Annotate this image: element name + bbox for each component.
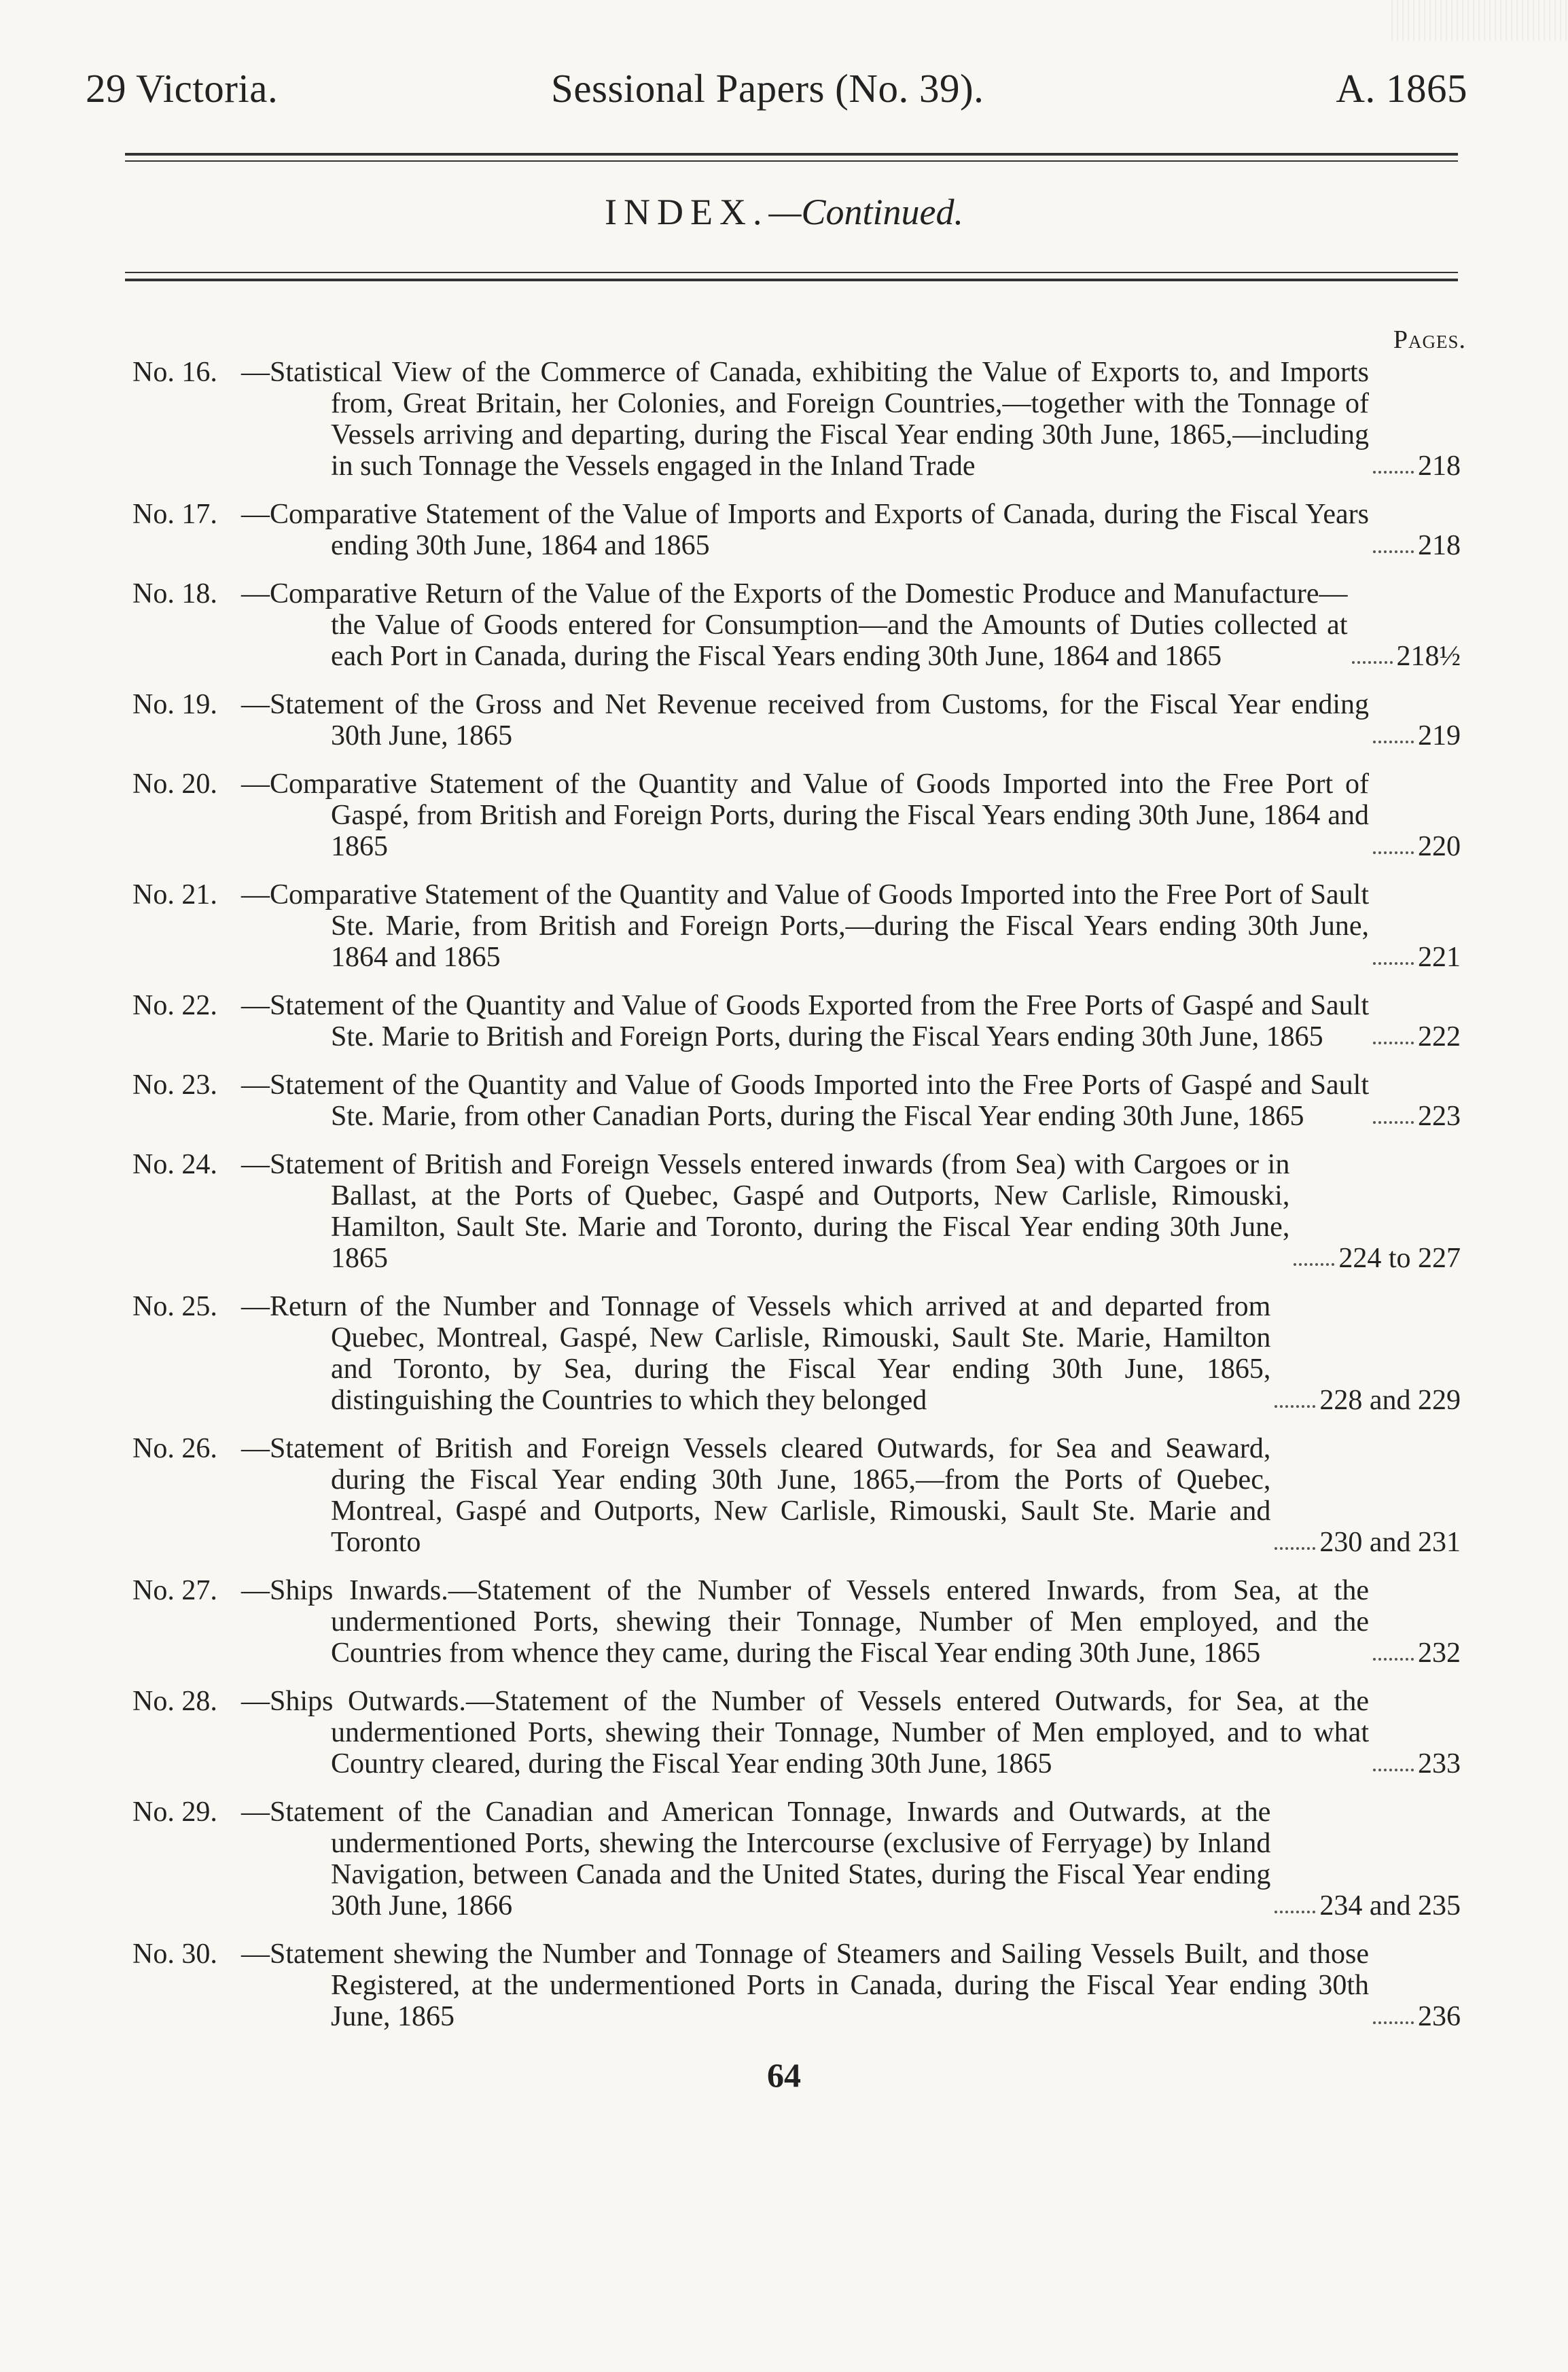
title-rule-thin [125, 272, 1458, 273]
entry-text: —Statement of British and Foreign Vessels entered inwards (from Sea) with Cargoes or in Ballast, at the Ports of Quebec, Gaspé and Outports, New Carlisle, Rimouski, Hamilton, Sault Ste. Marie and Toronto, during the Fiscal Year ending 30th June, 1865 [241, 1149, 1290, 1274]
entry-body [241, 1796, 1461, 1922]
dot-leader [1373, 1769, 1414, 1771]
dot-leader [1373, 962, 1414, 965]
entry-text: —Statement of the Quantity and Value of Goods Exported from the Free Ports of Gaspé and Sault Ste. Marie to British and Foreign Ports, during the Fiscal Years ending 30th June, 1865 [241, 990, 1369, 1052]
dot-leader [1373, 851, 1414, 854]
entry-body [241, 578, 1461, 672]
entry-page: 221 [1418, 942, 1461, 973]
entry-text: —Statement of the Quantity and Value of Goods Imported into the Free Ports of Gaspé and Sault Ste. Marie, from other Canadian Ports, during the Fiscal Year ending 30th June, 1865 [241, 1069, 1369, 1132]
index-entry [132, 1686, 1461, 1780]
index-entry [132, 357, 1461, 482]
header-rule-thin [125, 160, 1458, 162]
entry-body [241, 1939, 1461, 2032]
entry-page: 234 and 235 [1319, 1890, 1461, 1922]
entry-number: No. 22. [132, 990, 217, 1021]
entry-number: No. 29. [132, 1796, 217, 1828]
entry-number: No. 18. [132, 578, 217, 609]
header-right: A. 1865 [1336, 66, 1467, 111]
entry-body [241, 879, 1461, 973]
entry-text: —Comparative Statement of the Quantity and Value of Goods Imported into the Free Port of Gaspé, from British and Foreign Ports, during the Fiscal Years ending 30th June, 1864 and 1865 [241, 768, 1369, 862]
dot-leader [1373, 550, 1414, 553]
dot-leader [1373, 471, 1414, 474]
title-rule-thick [125, 279, 1458, 281]
entry-page: 222 [1418, 1021, 1461, 1052]
index-entry [132, 499, 1461, 561]
entry-number: No. 25. [132, 1291, 217, 1322]
entry-page: 228 and 229 [1319, 1385, 1461, 1416]
entry-text: —Ships Inwards.—Statement of the Number of Vessels entered Inwards, from Sea, at the undermentioned Ports, shewing their Tonnage, Number of Men employed, and the Countries from whence they came, during the Fiscal Year ending 30th June, 1865 [241, 1575, 1369, 1669]
entry-body [241, 1149, 1461, 1274]
dot-leader [1373, 1121, 1414, 1124]
index-title-continued: —Continued. [768, 192, 963, 232]
entry-body [241, 1575, 1461, 1669]
entry-text: —Statement of British and Foreign Vessels cleared Outwards, for Sea and Seaward, during the Fiscal Year ending 30th June, 1865,—from the Ports of Quebec, Montreal, Gaspé and Outports, New Carlisle, Rimouski, Sault Ste. Marie and Toronto [241, 1433, 1271, 1558]
entry-body [241, 499, 1461, 561]
entry-body [241, 1686, 1461, 1780]
entry-number: No. 27. [132, 1575, 217, 1606]
index-entry [132, 1575, 1461, 1669]
header-center: Sessional Papers (No. 39). [551, 66, 984, 111]
scan-noise [1391, 0, 1568, 41]
index-entry [132, 1433, 1461, 1558]
index-entries [132, 357, 1461, 2049]
entry-page: 232 [1418, 1638, 1461, 1669]
index-entry [132, 1796, 1461, 1922]
entry-number: No. 23. [132, 1069, 217, 1101]
index-entry [132, 578, 1461, 672]
entry-page: 218 [1418, 530, 1461, 561]
dot-leader [1275, 1911, 1315, 1913]
dot-leader [1352, 661, 1393, 664]
entry-body [241, 357, 1461, 482]
entry-number: No. 28. [132, 1686, 217, 1717]
entry-text: —Comparative Statement of the Value of Imports and Exports of Canada, during the Fiscal Years ending 30th June, 1864 and 1865 [241, 499, 1369, 561]
entry-text: —Return of the Number and Tonnage of Vessels which arrived at and departed from Quebec, Montreal, Gaspé, New Carlisle, Rimouski, Sault Ste. Marie, Hamilton and Toronto, by Sea, during the Fiscal Year ending 30th June, 1865, distinguishing the Countries to which they belonged [241, 1291, 1271, 1416]
pages-column-label: Pages. [1393, 325, 1466, 354]
entry-number: No. 17. [132, 499, 217, 530]
dot-leader [1373, 741, 1414, 743]
dot-leader [1373, 1658, 1414, 1661]
entry-page: 233 [1418, 1748, 1461, 1780]
running-header [86, 65, 1467, 112]
entry-body [241, 990, 1461, 1052]
entry-body [241, 1291, 1461, 1416]
dot-leader [1275, 1547, 1315, 1550]
header-left: 29 Victoria. [86, 66, 279, 111]
entry-body [241, 1069, 1461, 1132]
entry-number: No. 30. [132, 1939, 217, 1970]
entry-text: —Comparative Return of the Value of the Exports of the Domestic Produce and Manufacture—the Value of Goods entered for Consumption—and the Amounts of Duties collected at each Port in Canada, during the Fiscal Years ending 30th June, 1864 and 1865 [241, 578, 1348, 672]
entry-text: —Statement of the Gross and Net Revenue received from Customs, for the Fiscal Year ending 30th June, 1865 [241, 689, 1369, 751]
dot-leader [1294, 1263, 1334, 1266]
entry-text: —Statement shewing the Number and Tonnage of Steamers and Sailing Vessels Built, and those Registered, at the undermentioned Ports in Canada, during the Fiscal Year ending 30th June, 1865 [241, 1939, 1369, 2032]
index-entry [132, 1069, 1461, 1132]
entry-text: —Comparative Statement of the Quantity and Value of Goods Imported into the Free Port of Sault Ste. Marie, from British and Foreign Ports,—during the Fiscal Years ending 30th June, 1864 and 1865 [241, 879, 1369, 973]
entry-body [241, 768, 1461, 862]
entry-text: —Statement of the Canadian and American Tonnage, Inwards and Outwards, at the undermentioned Ports, shewing the Intercourse (exclusive of Ferryage) by Inland Navigation, between Canada and the United States, during the Fiscal Year ending 30th June, 1866 [241, 1796, 1271, 1922]
index-entry [132, 879, 1461, 973]
entry-body [241, 1433, 1461, 1558]
entry-page: 218 [1418, 450, 1461, 482]
index-entry [132, 1149, 1461, 1274]
entry-page: 218½ [1396, 641, 1461, 672]
entry-page: 223 [1418, 1101, 1461, 1132]
entry-text: —Statistical View of the Commerce of Canada, exhibiting the Value of Exports to, and Imports from, Great Britain, her Colonies, and Foreign Countries,—together with the Tonnage of Vessels arriving and departing, during the Fiscal Year ending 30th June, 1865,—including in such Tonnage the Vessels engaged in the Inland Trade [241, 357, 1369, 482]
entry-text: —Ships Outwards.—Statement of the Number of Vessels entered Outwards, for Sea, at the undermentioned Ports, shewing their Tonnage, Number of Men employed, and to what Country cleared, during the Fiscal Year ending 30th June, 1865 [241, 1686, 1369, 1780]
entry-page: 220 [1418, 831, 1461, 862]
entry-number: No. 20. [132, 768, 217, 800]
entry-number: No. 19. [132, 689, 217, 720]
index-entry [132, 1939, 1461, 2032]
entry-number: No. 26. [132, 1433, 217, 1464]
page-number: 64 [767, 2056, 801, 2094]
entry-page: 224 to 227 [1338, 1243, 1461, 1274]
dot-leader [1373, 1042, 1414, 1044]
entry-number: No. 16. [132, 357, 217, 388]
entry-page: 236 [1418, 2001, 1461, 2032]
entry-page: 230 and 231 [1319, 1527, 1461, 1558]
index-entry [132, 990, 1461, 1052]
entry-number: No. 24. [132, 1149, 217, 1180]
entry-body [241, 689, 1461, 751]
index-title [0, 190, 1568, 234]
index-entry [132, 1291, 1461, 1416]
index-entry [132, 768, 1461, 862]
dot-leader [1275, 1405, 1315, 1408]
entry-page: 219 [1418, 720, 1461, 751]
entry-number: No. 21. [132, 879, 217, 910]
index-entry [132, 689, 1461, 751]
header-rule-thick [125, 153, 1458, 156]
index-title-caps: INDEX. [605, 192, 769, 232]
dot-leader [1373, 2021, 1414, 2024]
